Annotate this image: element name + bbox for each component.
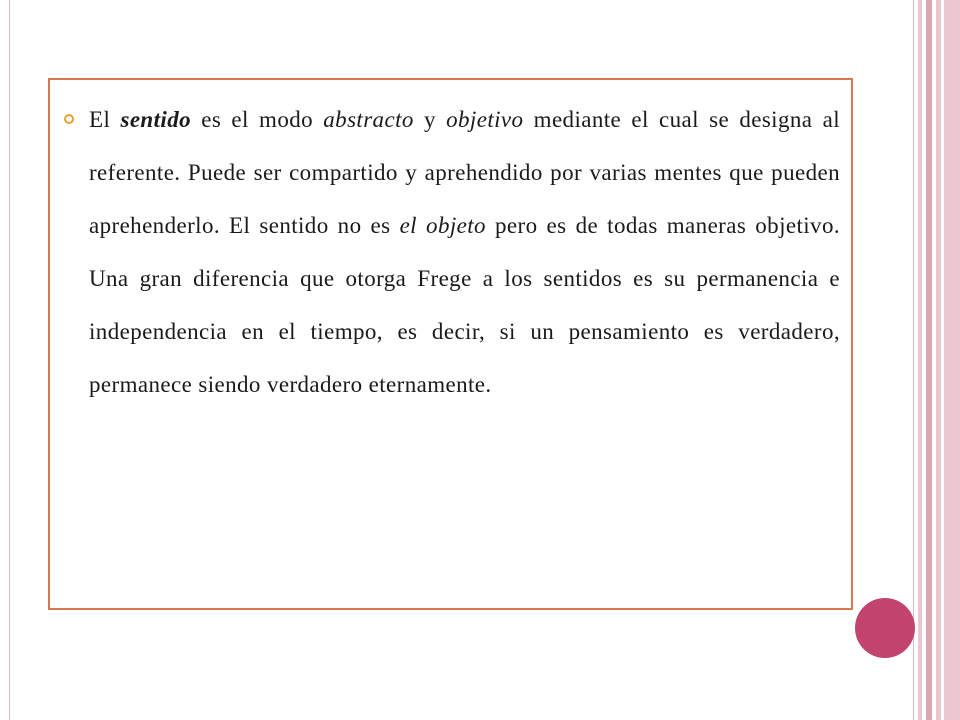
text-segment: el objeto — [399, 213, 486, 238]
text-segment: pero es de todas maneras objetivo. Una gran diferencia que otorga Frege a los sentidos es su permanencia e independencia en el tiempo, es decir, si un pensamiento es verdadero, permanece siendo verdadero eternamente. — [89, 213, 840, 397]
text-segment: y — [413, 107, 447, 132]
text-segment: es el modo — [191, 107, 324, 132]
accent-circle — [855, 598, 915, 658]
stripe — [926, 0, 932, 720]
body-paragraph — [89, 93, 840, 411]
text-segment: abstracto — [323, 107, 414, 132]
stripe — [918, 0, 922, 720]
text-segment: mediante el cual se designa al referente. Puede ser compartido y aprehendido por varias mentes que pueden aprehenderlo. El sentido no es — [89, 107, 841, 238]
stripe — [936, 0, 941, 720]
bullet-icon — [64, 114, 74, 124]
text-segment: sentido — [120, 107, 191, 132]
decorative-stripes — [918, 0, 960, 720]
stripe — [944, 0, 960, 720]
content-box — [48, 78, 853, 610]
text-segment: El — [89, 107, 121, 132]
text-segment: objetivo — [446, 107, 524, 132]
